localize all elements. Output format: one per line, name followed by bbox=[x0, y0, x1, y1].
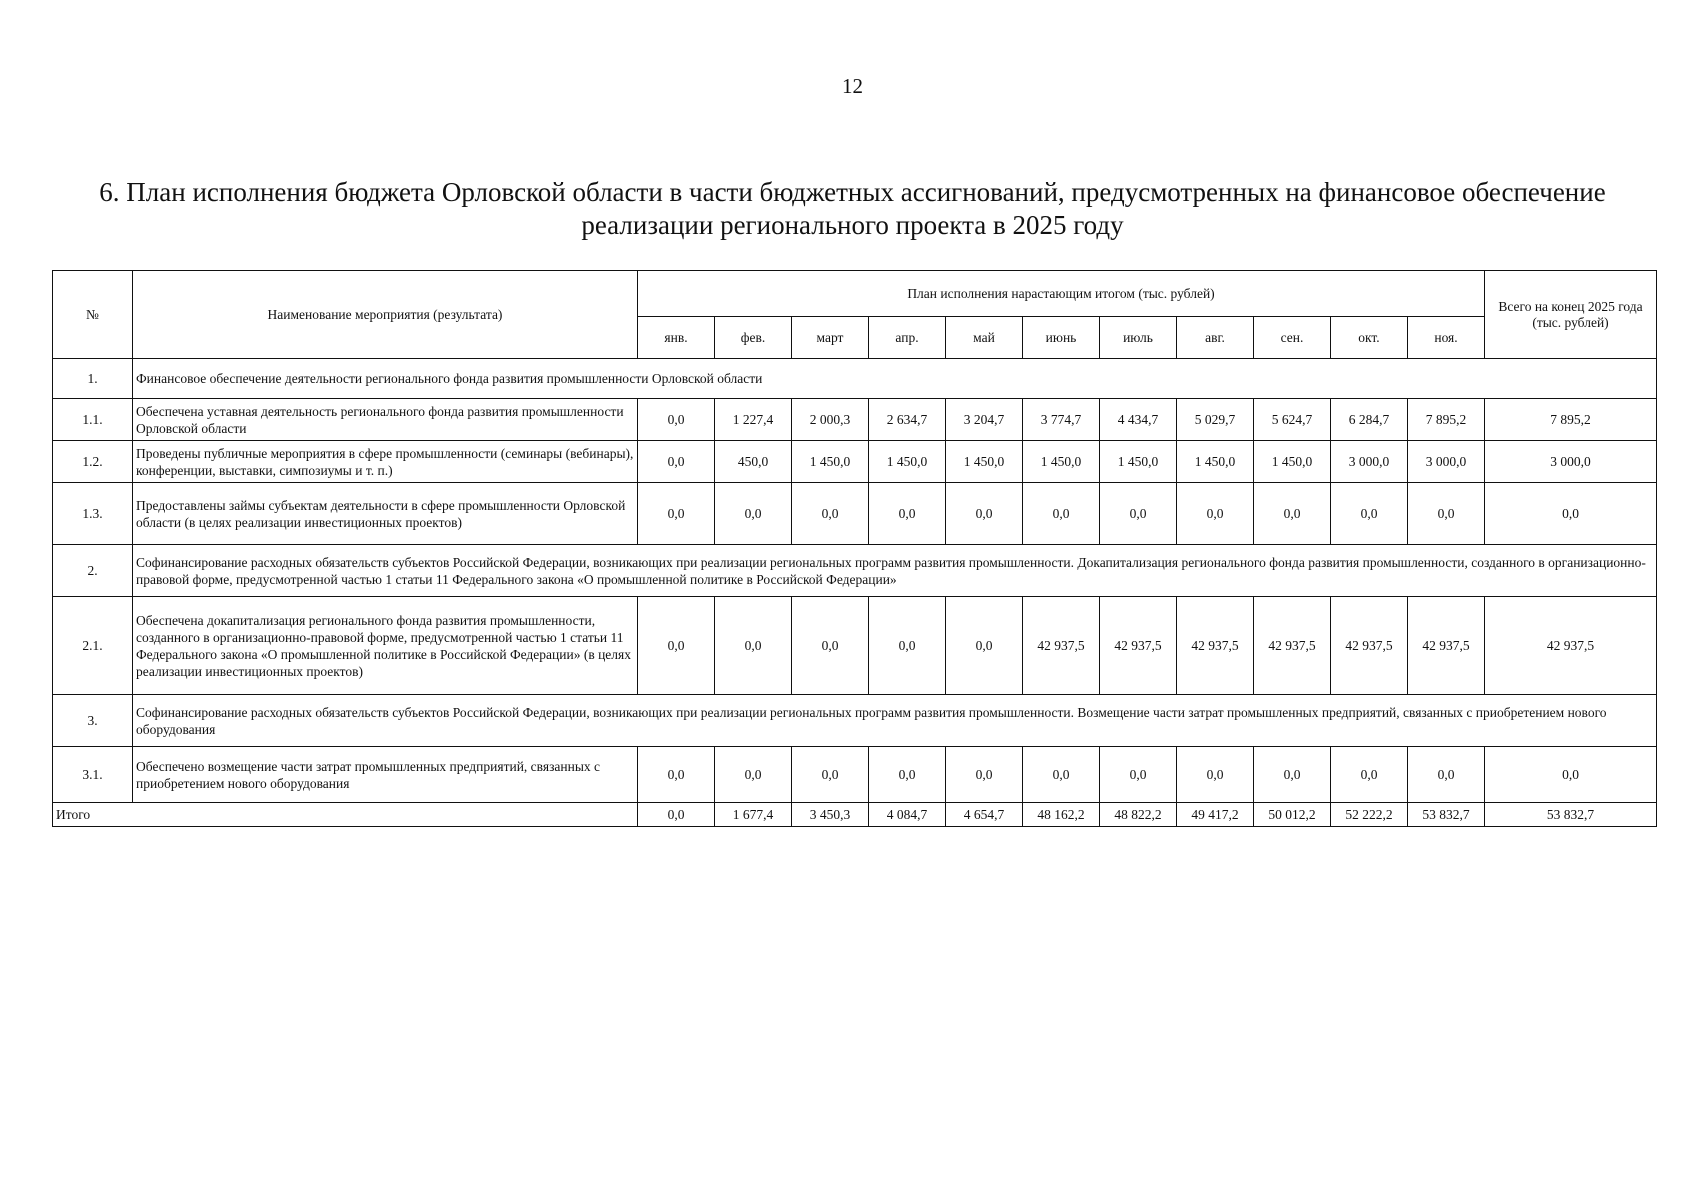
month-value: 0,0 bbox=[638, 441, 715, 483]
month-value: 3 000,0 bbox=[1408, 441, 1485, 483]
table-row bbox=[53, 483, 1657, 545]
header-month: фев. bbox=[715, 317, 792, 359]
month-total-value: 1 677,4 bbox=[715, 803, 792, 827]
row-name: Обеспечена уставная деятельность регионального фонда развития промышленности Орловской области bbox=[133, 399, 638, 441]
month-total-value: 49 417,2 bbox=[1177, 803, 1254, 827]
month-value: 1 450,0 bbox=[1177, 441, 1254, 483]
month-value: 42 937,5 bbox=[1408, 597, 1485, 695]
month-value: 0,0 bbox=[638, 597, 715, 695]
month-value: 0,0 bbox=[1100, 483, 1177, 545]
month-value: 0,0 bbox=[1408, 483, 1485, 545]
section-title: 6. План исполнения бюджета Орловской области в части бюджетных ассигнований, предусмотренных на финансовое обеспечение реализации регионального проекта в 2025 году bbox=[99, 177, 1606, 240]
header-month: июль bbox=[1100, 317, 1177, 359]
header-total: Всего на конец 2025 года (тыс. рублей) bbox=[1485, 271, 1657, 359]
month-value: 0,0 bbox=[946, 747, 1023, 803]
month-total-value: 48 822,2 bbox=[1100, 803, 1177, 827]
month-total-value: 4 084,7 bbox=[869, 803, 946, 827]
month-value: 0,0 bbox=[869, 747, 946, 803]
section-name: Финансовое обеспечение деятельности регионального фонда развития промышленности Орловской области bbox=[133, 359, 1657, 399]
month-total-value: 50 012,2 bbox=[1254, 803, 1331, 827]
month-value: 1 450,0 bbox=[1023, 441, 1100, 483]
row-total: 42 937,5 bbox=[1485, 597, 1657, 695]
month-value: 0,0 bbox=[1177, 747, 1254, 803]
row-name: Обеспечено возмещение части затрат промышленных предприятий, связанных с приобретением нового оборудования bbox=[133, 747, 638, 803]
month-value: 3 204,7 bbox=[946, 399, 1023, 441]
month-value: 0,0 bbox=[715, 747, 792, 803]
month-value: 6 284,7 bbox=[1331, 399, 1408, 441]
month-value: 42 937,5 bbox=[1100, 597, 1177, 695]
row-total: 0,0 bbox=[1485, 747, 1657, 803]
section-num: 1. bbox=[53, 359, 133, 399]
month-value: 2 634,7 bbox=[869, 399, 946, 441]
header-month: сен. bbox=[1254, 317, 1331, 359]
header-month: ноя. bbox=[1408, 317, 1485, 359]
month-value: 0,0 bbox=[1408, 747, 1485, 803]
month-value: 3 000,0 bbox=[1331, 441, 1408, 483]
header-row bbox=[53, 271, 1657, 317]
header-num: № bbox=[53, 271, 133, 359]
section-name: Софинансирование расходных обязательств субъектов Российской Федерации, возникающих при реализации региональных программ развития промышленности. Докапитализация регионального фонда развития промышленности, созданного в организационно-правовой форме, предусмотренной частью 1 статьи 11 Федерального закона «О промышленной политике в Российской Федерации» bbox=[133, 545, 1657, 597]
month-value: 42 937,5 bbox=[1177, 597, 1254, 695]
grand-total: 53 832,7 bbox=[1485, 803, 1657, 827]
row-num: 2.1. bbox=[53, 597, 133, 695]
month-value: 1 450,0 bbox=[792, 441, 869, 483]
month-total-value: 52 222,2 bbox=[1331, 803, 1408, 827]
month-value: 0,0 bbox=[1254, 747, 1331, 803]
row-total: 7 895,2 bbox=[1485, 399, 1657, 441]
header-month: май bbox=[946, 317, 1023, 359]
month-value: 5 029,7 bbox=[1177, 399, 1254, 441]
table-row bbox=[53, 747, 1657, 803]
month-value: 1 450,0 bbox=[869, 441, 946, 483]
section-row bbox=[53, 695, 1657, 747]
month-value: 0,0 bbox=[946, 483, 1023, 545]
row-num: 1.2. bbox=[53, 441, 133, 483]
header-name: Наименование мероприятия (результата) bbox=[133, 271, 638, 359]
month-value: 42 937,5 bbox=[1254, 597, 1331, 695]
month-value: 0,0 bbox=[1177, 483, 1254, 545]
month-value: 450,0 bbox=[715, 441, 792, 483]
month-value: 0,0 bbox=[638, 747, 715, 803]
row-name: Проведены публичные мероприятия в сфере промышленности (семинары (вебинары), конференции, выставки, симпозиумы и т. п.) bbox=[133, 441, 638, 483]
section-row bbox=[53, 545, 1657, 597]
row-total: 3 000,0 bbox=[1485, 441, 1657, 483]
section-name: Софинансирование расходных обязательств субъектов Российской Федерации, возникающих при реализации региональных программ развития промышленности. Возмещение части затрат промышленных предприятий, связанных с приобретением нового оборудования bbox=[133, 695, 1657, 747]
month-value: 0,0 bbox=[792, 747, 869, 803]
month-value: 1 450,0 bbox=[946, 441, 1023, 483]
table-row bbox=[53, 441, 1657, 483]
month-value: 42 937,5 bbox=[1023, 597, 1100, 695]
month-value: 0,0 bbox=[946, 597, 1023, 695]
page-number: 12 bbox=[842, 74, 863, 98]
month-value: 0,0 bbox=[1023, 747, 1100, 803]
total-label: Итого bbox=[53, 803, 638, 827]
month-total-value: 4 654,7 bbox=[946, 803, 1023, 827]
header-month: окт. bbox=[1331, 317, 1408, 359]
month-value: 0,0 bbox=[869, 597, 946, 695]
budget-plan-table bbox=[52, 270, 1657, 827]
month-value: 0,0 bbox=[715, 597, 792, 695]
month-value: 0,0 bbox=[1331, 747, 1408, 803]
month-value: 0,0 bbox=[1023, 483, 1100, 545]
row-name: Обеспечена докапитализация регионального фонда развития промышленности, созданного в организационно-правовой форме, предусмотренной частью 1 статьи 11 Федерального закона «О промышленной политике в Российской Федерации» (в целях реализации инвестиционных проектов) bbox=[133, 597, 638, 695]
month-value: 0,0 bbox=[869, 483, 946, 545]
section-num: 2. bbox=[53, 545, 133, 597]
row-num: 3.1. bbox=[53, 747, 133, 803]
month-value: 7 895,2 bbox=[1408, 399, 1485, 441]
month-total-value: 53 832,7 bbox=[1408, 803, 1485, 827]
month-value: 0,0 bbox=[1331, 483, 1408, 545]
month-total-value: 3 450,3 bbox=[792, 803, 869, 827]
header-month: авг. bbox=[1177, 317, 1254, 359]
month-value: 0,0 bbox=[638, 399, 715, 441]
header-month: март bbox=[792, 317, 869, 359]
header-month: апр. bbox=[869, 317, 946, 359]
table-row bbox=[53, 399, 1657, 441]
month-value: 1 450,0 bbox=[1100, 441, 1177, 483]
month-value: 0,0 bbox=[792, 483, 869, 545]
month-value: 1 450,0 bbox=[1254, 441, 1331, 483]
total-row bbox=[53, 803, 1657, 827]
month-value: 5 624,7 bbox=[1254, 399, 1331, 441]
header-month: янв. bbox=[638, 317, 715, 359]
month-value: 42 937,5 bbox=[1331, 597, 1408, 695]
row-total: 0,0 bbox=[1485, 483, 1657, 545]
month-value: 1 227,4 bbox=[715, 399, 792, 441]
header-plan: План исполнения нарастающим итогом (тыс. рублей) bbox=[638, 271, 1485, 317]
section-row bbox=[53, 359, 1657, 399]
month-value: 2 000,3 bbox=[792, 399, 869, 441]
month-total-value: 48 162,2 bbox=[1023, 803, 1100, 827]
month-value: 3 774,7 bbox=[1023, 399, 1100, 441]
row-num: 1.1. bbox=[53, 399, 133, 441]
row-num: 1.3. bbox=[53, 483, 133, 545]
month-value: 4 434,7 bbox=[1100, 399, 1177, 441]
month-value: 0,0 bbox=[638, 483, 715, 545]
month-total-value: 0,0 bbox=[638, 803, 715, 827]
section-num: 3. bbox=[53, 695, 133, 747]
table-row bbox=[53, 597, 1657, 695]
row-name: Предоставлены займы субъектам деятельности в сфере промышленности Орловской области (в целях реализации инвестиционных проектов) bbox=[133, 483, 638, 545]
month-value: 0,0 bbox=[792, 597, 869, 695]
header-month: июнь bbox=[1023, 317, 1100, 359]
month-value: 0,0 bbox=[1100, 747, 1177, 803]
month-value: 0,0 bbox=[715, 483, 792, 545]
month-value: 0,0 bbox=[1254, 483, 1331, 545]
